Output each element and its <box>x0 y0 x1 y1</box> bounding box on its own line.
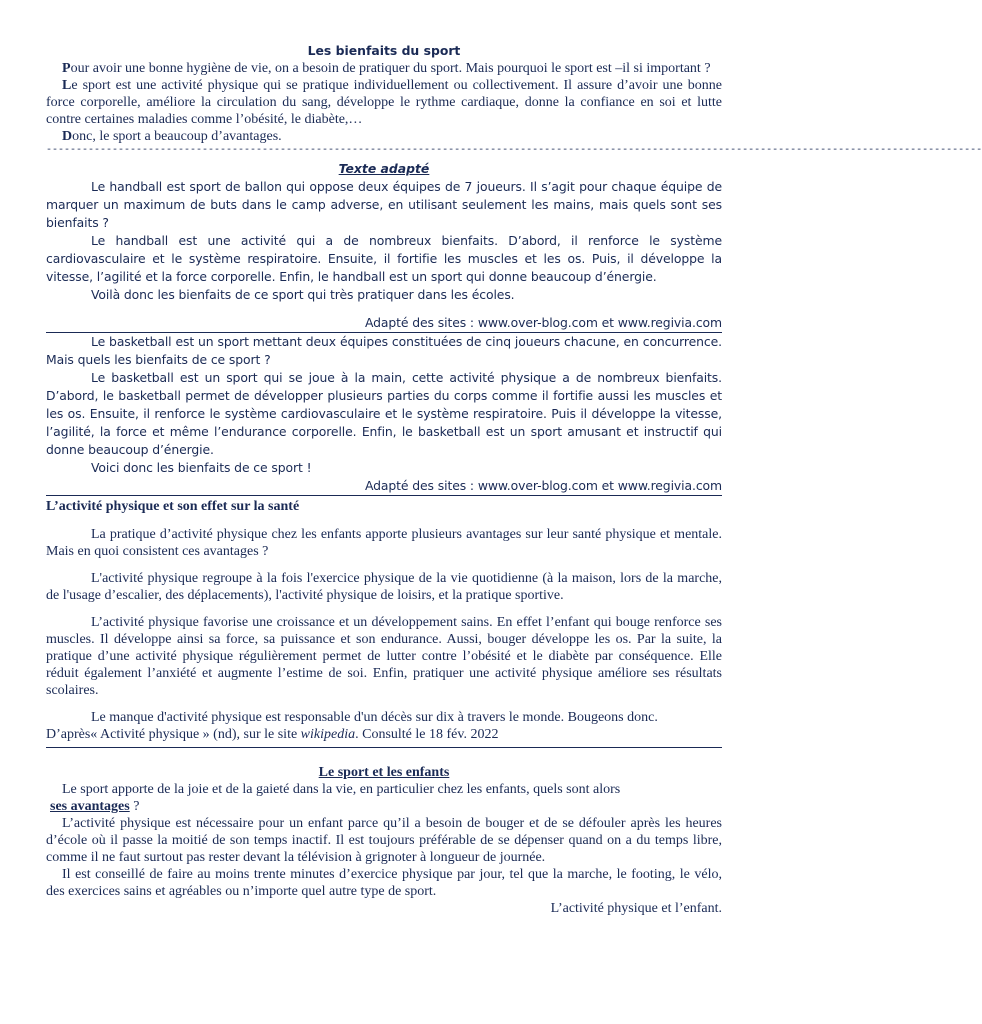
paragraph: Voici donc les bienfaits de ce sport ! <box>91 460 312 475</box>
source-line: Adapté des sites : www.over-blog.com et www.regivia.com <box>364 315 722 330</box>
dashed-separator: ------------------------------------------------------------------------------------------------------------------------------------------------------------ <box>46 145 982 156</box>
paragraph: Le handball est sport de ballon qui oppose deux équipes de 7 joueurs. Il s’agit pour chaque équipe de marquer un maximum de buts dans le camp adverse, en utilisant seulement les mains, mais quels sont ses bienfaits ? <box>46 179 722 230</box>
paragraph <box>46 128 722 145</box>
paragraph-text: Le sport apporte de la joie et de la gaieté dans la vie, en particulier chez les enfants, quels sont alors <box>62 782 621 797</box>
section-les-bienfaits-du-sport <box>46 42 982 157</box>
citation-date: . Consulté le 18 fév. 2022 <box>355 727 499 742</box>
drop-letter: L <box>62 78 72 93</box>
emphasis-text: ses avantages <box>50 799 130 814</box>
paragraph: L’activité physique est nécessaire pour un enfant parce qu’il a besoin de bouger et de se défouler après les heures d’école où il passe la moitié de son temps inactif. Il est toujours préférable de se dépenser quand on a du temps libre, comme il ne faut surtout pas rester devant la télévision à grignoter à longueur de journée. <box>46 816 722 865</box>
citation-text: D’après« Activité physique » (nd), sur le site <box>46 727 301 742</box>
paragraph-text: our avoir une bonne hygiène de vie, on a besoin de pratiquer du sport. Mais pourquoi le sport est –il si important ? <box>70 61 711 76</box>
citation-line <box>46 726 722 743</box>
source-line: Adapté des sites : www.over-blog.com et www.regivia.com <box>364 478 722 493</box>
paragraph <box>46 60 722 77</box>
citation-site: wikipedia <box>300 727 356 742</box>
section-heading: L’activité physique et son effet sur la santé <box>46 499 300 514</box>
horizontal-rule <box>46 495 722 496</box>
section-title: Les bienfaits du sport <box>307 43 461 58</box>
paragraph: La pratique d’activité physique chez les enfants apporte plusieurs avantages sur leur santé physique et mentale. Mais en quoi consistent ces avantages ? <box>46 527 722 559</box>
paragraph-text: ? <box>129 799 140 814</box>
paragraph: Il est conseillé de faire au moins trente minutes d’exercice physique par jour, tel que la marche, le footing, le vélo, des exercices sains et agréables ou n’importe quel autre type de sport. <box>46 867 722 899</box>
source-line: L’activité physique et l’enfant. <box>550 901 722 916</box>
paragraph <box>46 781 722 815</box>
paragraph: Voilà donc les bienfaits de ce sport qui très pratiquer dans les écoles. <box>91 287 515 302</box>
paragraph: Le handball est une activité qui a de nombreux bienfaits. D’abord, il renforce le système cardiovasculaire et le système respiratoire. Ensuite, il fortifie les muscles et les os. Puis, il développe la vitesse, l’agilité et la force corporelle. Enfin, le handball est un sport qui donne beaucoup d’énergie. <box>46 233 722 284</box>
paragraph-text: e sport est une activité physique qui se pratique individuellement ou collectivement. Il assure d’avoir une bonne force corporelle, améliore la circulation du sang, développe le rythme cardiaque, donne la confiance en soi et lutte contre certaines maladies comme l’obésité, le diabète,… <box>46 78 722 127</box>
texte-adapte-label: Texte adapté <box>338 161 430 176</box>
drop-letter: D <box>62 129 73 144</box>
section-sport-et-enfants <box>46 764 722 917</box>
paragraph: Le basketball est un sport qui se joue à la main, cette activité physique a de nombreux bienfaits. D’abord, le basketball permet de développer plusieurs parties du corps comme il fortifie aussi les muscles et les os. Ensuite, il renforce le système cardiovasculaire et le système respiratoire. Puis il développe la vitesse, l’agilité, la force et même l’endurance corporelle. Enfin, le basketball est un sport amusant et instructif qui donne beaucoup d’énergie. <box>46 370 722 457</box>
paragraph <box>46 77 722 128</box>
paragraph: Le basketball est un sport mettant deux équipes constituées de cinq joueurs chacune, en concurrence. Mais quels les bienfaits de ce sport ? <box>46 334 722 367</box>
section-activite-physique-sante <box>46 498 722 748</box>
paragraph: Le manque d'activité physique est responsable d'un décès sur dix à travers le monde. Bougeons donc. <box>91 710 658 725</box>
paragraph: L’activité physique favorise une croissance et un développement sains. En effet l’enfant qui bouge renforce ses muscles. Il développe ainsi sa force, sa puissance et son endurance. Aussi, bouger développe les os. Par la suite, la pratique d’une activité physique régulièrement permet de lutter contre l’obésité et le diabète par conséquence. Elle réduit également l’anxiété et augmente l’estime de soi. Enfin, pratiquer une activité physique améliore ses résultats scolaires. <box>46 615 722 698</box>
paragraph: L'activité physique regroupe à la fois l'exercice physique de la vie quotidienne (à la maison, lors de la marche, de l'usage d’escalier, des déplacements), l'activité physique de loisirs, et la pratique sportive. <box>46 571 722 603</box>
paragraph-text: onc, le sport a beaucoup d’avantages. <box>72 129 282 144</box>
horizontal-rule <box>46 747 722 748</box>
section-basketball <box>46 333 722 496</box>
drop-letter: P <box>62 61 71 76</box>
section-handball <box>46 160 722 333</box>
document-page <box>46 42 982 917</box>
section-heading: Le sport et les enfants <box>318 765 450 780</box>
